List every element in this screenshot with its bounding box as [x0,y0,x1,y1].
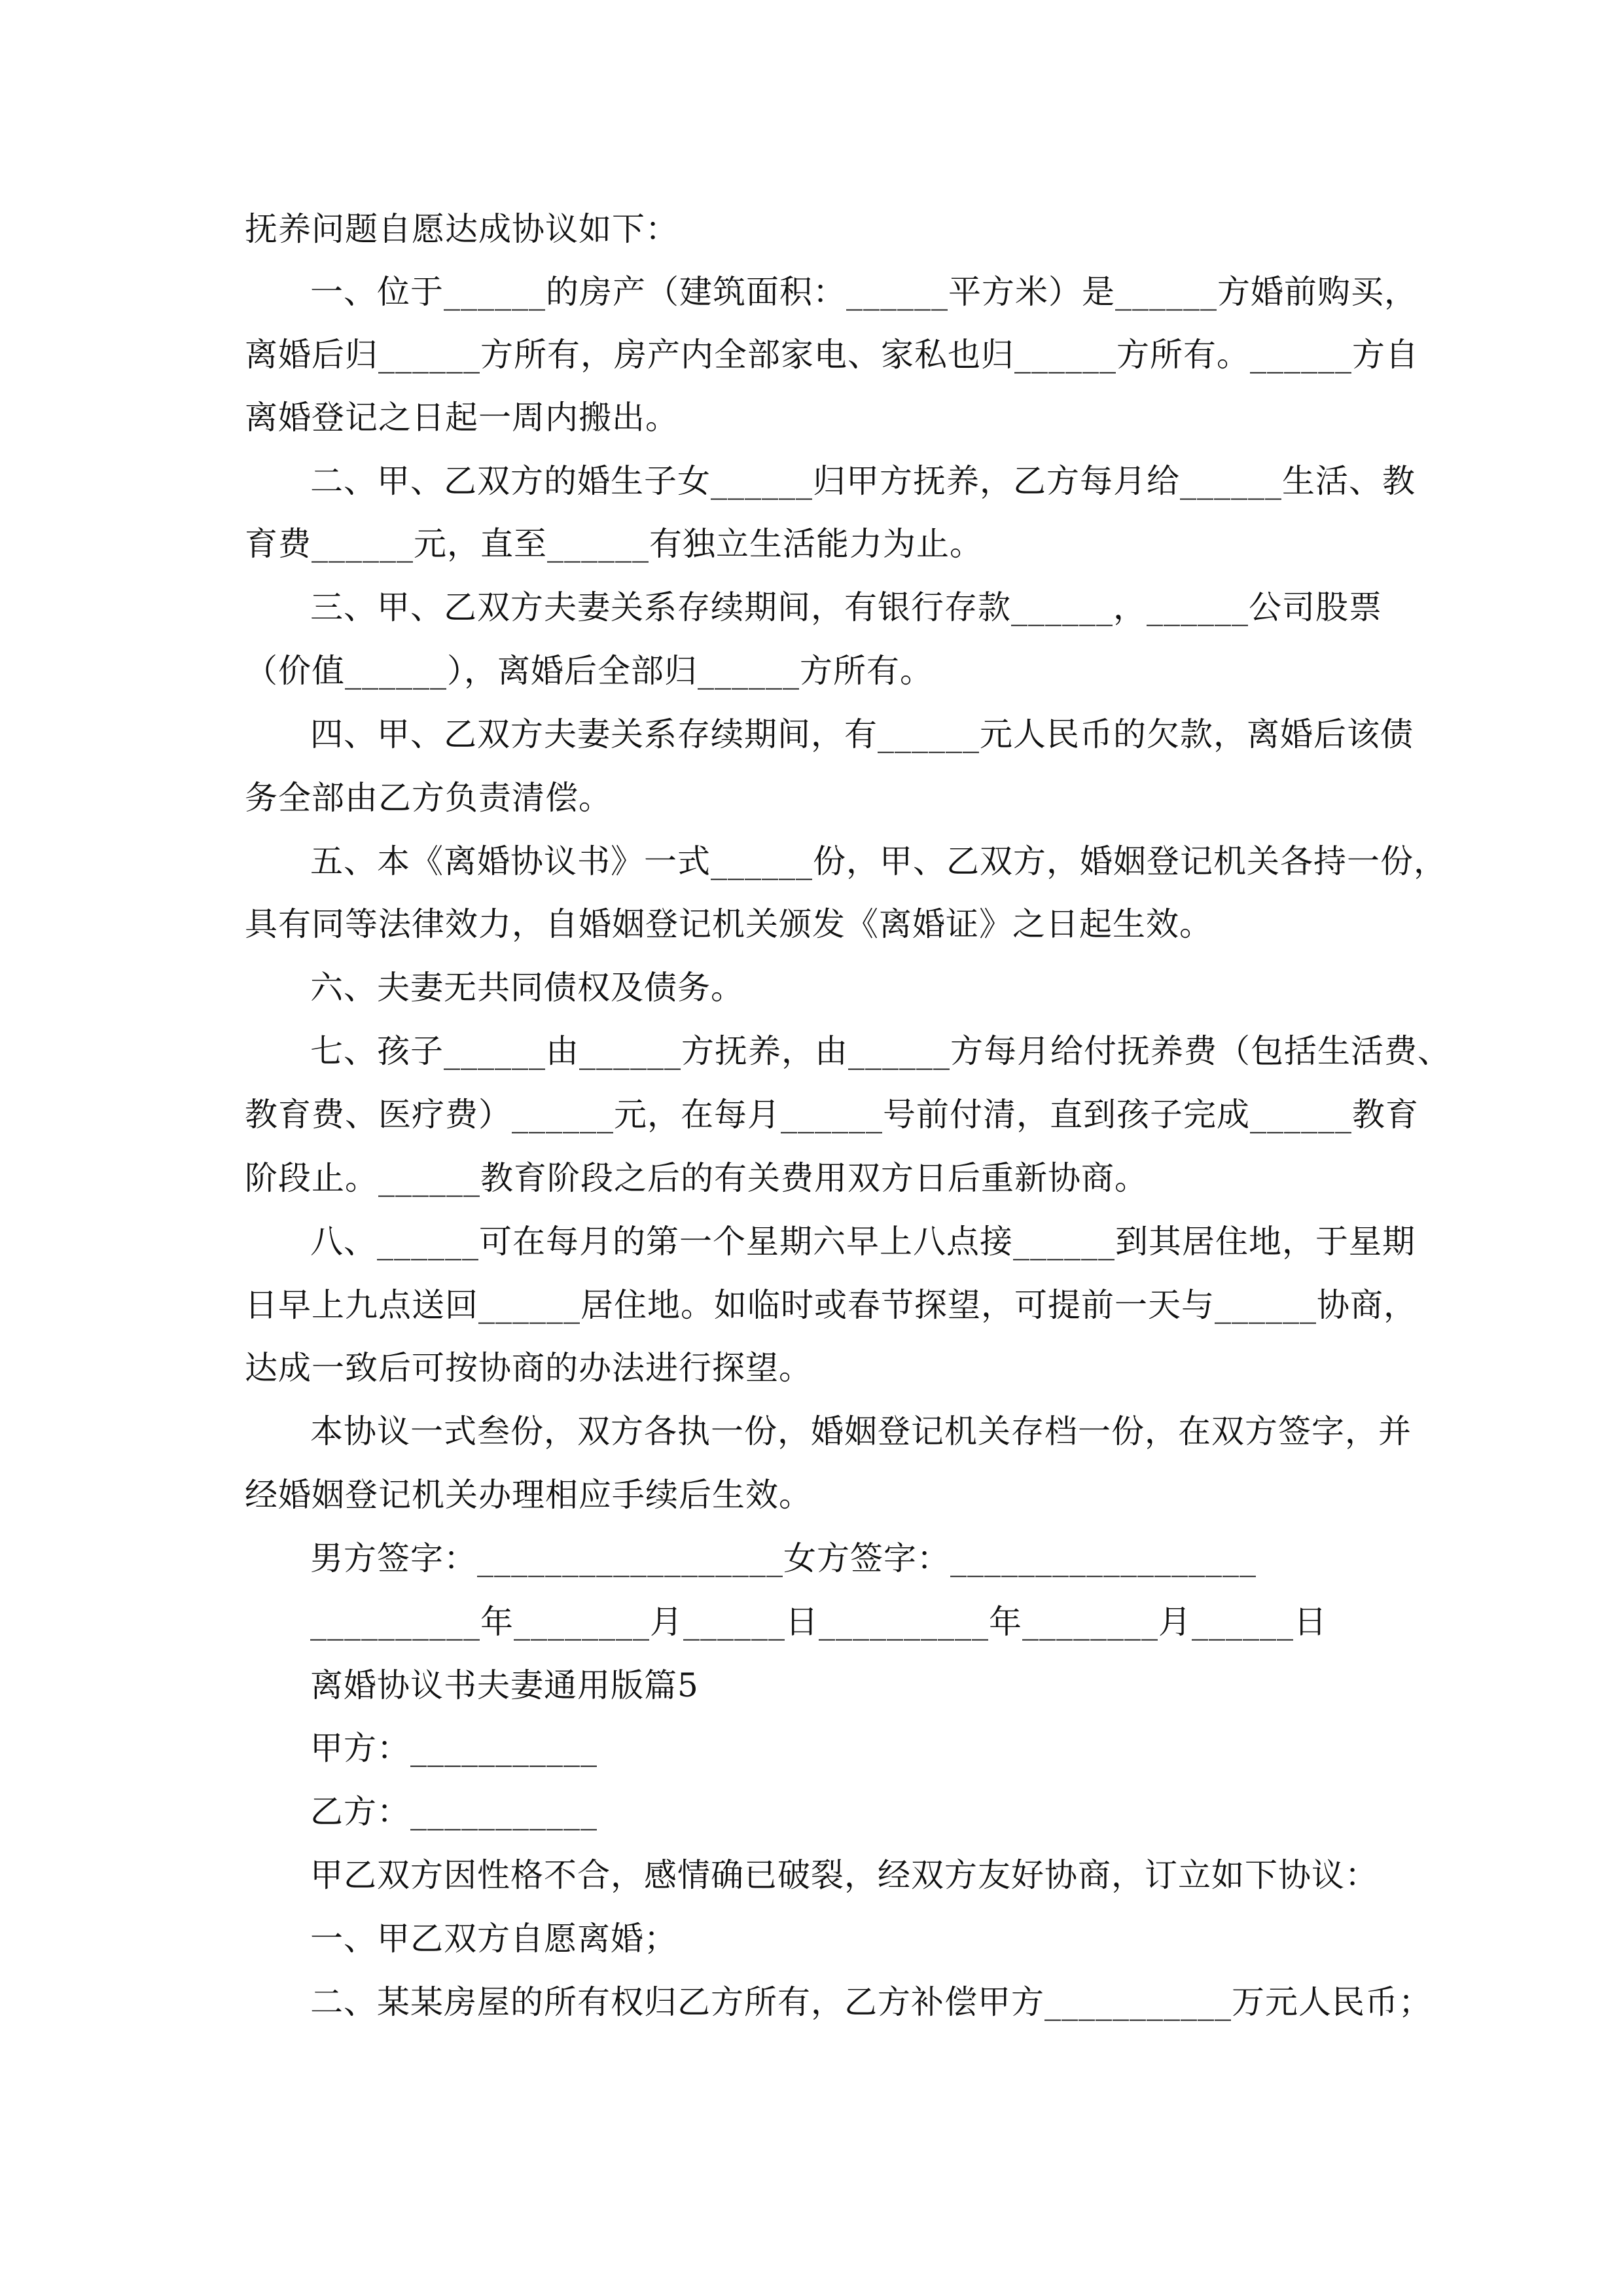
text-line: 二、甲、乙双方的婚生子女______归甲方抚养，乙方每月给______生活、教 [310,462,1416,500]
text-line: 本协议一式叁份，双方各执一份，婚姻登记机关存档一份，在双方签字，并 [310,1412,1412,1450]
text-line: 阶段止。______教育阶段之后的有关费用双方日后重新协商。 [245,1159,1148,1197]
text-line: 离婚后归______方所有，房产内全部家电、家私也归______方所有。______方自 [245,336,1419,374]
party-a-line: 甲方：___________ [310,1729,597,1767]
text-line: （价值______），离婚后全部归______方所有。 [245,652,933,690]
text-line: 五、本《离婚协议书》一式______份，甲、乙双方，婚姻登记机关各持一份， [310,842,1447,880]
party-b-line: 乙方：___________ [310,1793,597,1831]
date-line: __________年________月______日__________年________月______日 [310,1603,1327,1641]
text-line: 一、甲乙双方自愿离婚； [310,1920,677,1958]
text-line: 一、位于______的房产（建筑面积：______平方米）是______方婚前购买， [310,273,1418,311]
signature-line: 男方签字：__________________女方签字：__________________ [310,1539,1257,1577]
text-line: 离婚登记之日起一周内搬出。 [245,399,679,437]
text-line: 育费______元，直至______有独立生活能力为止。 [245,525,983,563]
text-line: 具有同等法律效力，自婚姻登记机关颁发《离婚证》之日起生效。 [245,905,1213,943]
text-line: 四、甲、乙双方夫妻关系存续期间，有______元人民币的欠款，离婚后该债 [310,715,1414,753]
text-line: 八、______可在每月的第一个星期六早上八点接______到其居住地，于星期 [310,1223,1416,1261]
text-line: 六、夫妻无共同债权及债务。 [310,969,744,1007]
text-line: 经婚姻登记机关办理相应手续后生效。 [245,1476,812,1514]
text-line: 达成一致后可按协商的办法进行探望。 [245,1349,812,1387]
section-heading: 离婚协议书夫妻通用版篇5 [310,1666,699,1704]
text-line: 教育费、医疗费）______元，在每月______号前付清，直到孩子完成______教育 [245,1096,1419,1134]
text-line: 七、孩子______由______方抚养，由______方每月给付抚养费（包括生活费、 [310,1032,1451,1070]
text-line: 抚养问题自愿达成协议如下： [245,210,679,248]
text-line: 三、甲、乙双方夫妻关系存续期间，有银行存款______，______公司股票 [310,588,1382,626]
text-line: 甲乙双方因性格不合，感情确已破裂，经双方友好协商，订立如下协议： [310,1856,1378,1894]
text-line: 务全部由乙方负责清偿。 [245,779,612,817]
text-line: 日早上九点送回______居住地。如临时或春节探望，可提前一天与______协商， [245,1286,1417,1324]
text-line: 二、某某房屋的所有权归乙方所有，乙方补偿甲方___________万元人民币； [310,1983,1432,2021]
